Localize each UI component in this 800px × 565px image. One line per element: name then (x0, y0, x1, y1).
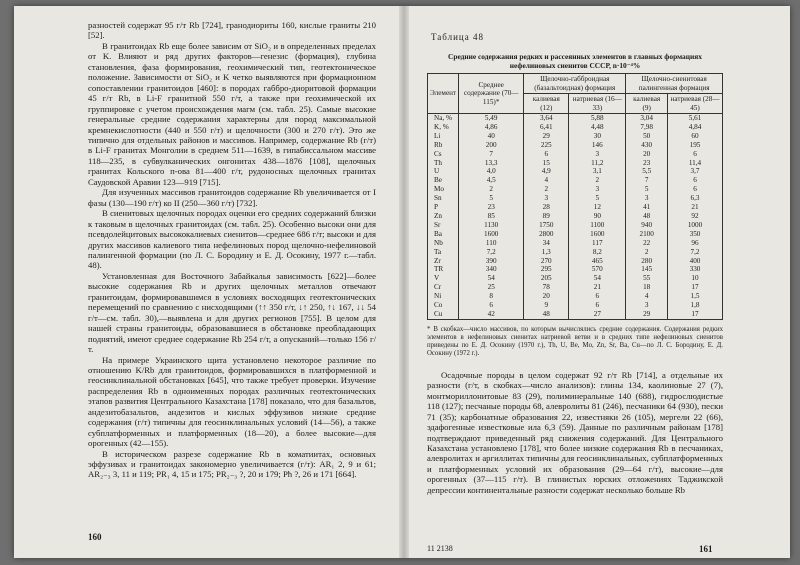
element-cell: Mo (428, 185, 459, 194)
element-cell: Rb (428, 141, 459, 150)
value-cell: 10 (668, 274, 723, 283)
value-cell: 5 (569, 194, 626, 203)
value-cell: 270 (524, 257, 569, 266)
value-cell: 40 (459, 132, 524, 141)
value-cell: 2800 (524, 230, 569, 239)
paragraph: В историческом разрезе содержание Rb в коматиитах, основных эффузивах и гранитоидах закономерно увеличивается (г/т): AR₁ 2, 9 и 61; AR₂₋₃ 3, 11 и 119; PR₁ 4, 15 и 175; PR₂₋₃ ?, 20 и 179; Pħ ?, 26 и 171 [664]. (88, 448, 376, 480)
value-cell: 1,8 (668, 301, 723, 310)
table-row (428, 132, 723, 141)
table-row (428, 176, 723, 185)
element-cell: Co (428, 301, 459, 310)
value-cell: 13,3 (459, 159, 524, 168)
value-cell: 295 (524, 265, 569, 274)
table-row (428, 167, 723, 176)
value-cell: 2100 (626, 230, 668, 239)
value-cell: 400 (668, 257, 723, 266)
value-cell: 5,88 (569, 114, 626, 123)
value-cell: 2 (569, 176, 626, 185)
element-cell: Ni (428, 292, 459, 301)
value-cell: 205 (524, 274, 569, 283)
value-cell: 1,3 (524, 248, 569, 257)
elements-table (427, 73, 723, 320)
value-cell: 3,64 (524, 114, 569, 123)
element-cell: Zn (428, 212, 459, 221)
value-cell: 1600 (459, 230, 524, 239)
element-cell: Ta (428, 248, 459, 257)
header-element: Элемент (428, 74, 459, 114)
value-cell: 18 (626, 283, 668, 292)
value-cell: 3,7 (668, 167, 723, 176)
table-row (428, 239, 723, 248)
table-row (428, 194, 723, 203)
value-cell: 3 (626, 194, 668, 203)
value-cell: 4,84 (668, 123, 723, 132)
table-row (428, 185, 723, 194)
table-row (428, 283, 723, 292)
value-cell: 6,3 (668, 194, 723, 203)
value-cell: 23 (459, 203, 524, 212)
value-cell: 48 (626, 212, 668, 221)
element-cell: Th (428, 159, 459, 168)
table-row (428, 212, 723, 221)
paragraph: Установленная для Восточного Забайкалья зависимость [622]—более высокие содержания Rb и других щелочных металлов отвечают гранитоидам, формировавшимся в условиях восходящих геотектонических перемещений по сравнению с нисходящими (↑↑ 350 г/т, ↓↑ 250, ↑↓ 167, ↓↓ 54 г/т—см. табл. 30),—выявлена и для других регионов [755]. В целом для нашей страны гранитоиды, образовавшиеся в обстановке преобладающих поднятий, имеют среднее содержание Rb 254 г/т, а опусканий—только 156 г/т. (88, 270, 376, 355)
value-cell: 6 (459, 301, 524, 310)
value-cell: 78 (524, 283, 569, 292)
value-cell: 55 (626, 274, 668, 283)
value-cell: 4,48 (569, 123, 626, 132)
header-group-gabbroid: Щелочно-габброидная (базальтоидная) формация (524, 74, 626, 94)
value-cell: 21 (668, 203, 723, 212)
printer-signature: 11 2138 (427, 544, 453, 553)
element-cell: Sn (428, 194, 459, 203)
value-cell: 3,1 (569, 167, 626, 176)
header-syenite-sodic: натриевая (28—45) (668, 94, 723, 114)
value-cell: 1100 (569, 221, 626, 230)
value-cell: 92 (668, 212, 723, 221)
element-cell: Na, % (428, 114, 459, 123)
value-cell: 54 (459, 274, 524, 283)
element-cell: Zr (428, 257, 459, 266)
value-cell: 1750 (524, 221, 569, 230)
value-cell: 2 (459, 185, 524, 194)
paragraph: На примере Украинского щита установлено некоторое различие по отношению K/Rb для гранитоидов, формировавшихся в платформенной и геосинклинальной обстановках [645], что также требует проверки. Изучение распределения Rb в одноименных породах различных геотектонических этапов развития Центрального Казахстана [178] показало, что для базальтов, андезитобазальтов, андезитов и кислых эффузивов низкие средние содержания (г/т) типичны для геосинклинальных условий (14—56), а также субплатформенных и платформенных (18—20), а более высокие—для орогенных (42—155). (88, 354, 376, 449)
value-cell: 25 (459, 283, 524, 292)
value-cell: 390 (459, 257, 524, 266)
element-cell: Cs (428, 150, 459, 159)
element-cell: Nb (428, 239, 459, 248)
value-cell: 20 (626, 150, 668, 159)
value-cell: 11,2 (569, 159, 626, 168)
value-cell: 8 (459, 292, 524, 301)
value-cell: 570 (569, 265, 626, 274)
table-row (428, 265, 723, 274)
value-cell: 29 (524, 132, 569, 141)
value-cell: 6 (668, 185, 723, 194)
value-cell: 29 (626, 310, 668, 319)
page-number: 161 (699, 544, 713, 554)
value-cell: 60 (668, 132, 723, 141)
value-cell: 7,2 (668, 248, 723, 257)
table-row (428, 123, 723, 132)
value-cell: 5,5 (626, 167, 668, 176)
table-row (428, 230, 723, 239)
value-cell: 280 (626, 257, 668, 266)
table-body (428, 114, 723, 320)
value-cell: 350 (668, 230, 723, 239)
paragraph: разностей содержат 95 г/т Rb [724], гранодиориты 160, кислые граниты 210 [52]. (88, 20, 376, 41)
table-row (428, 203, 723, 212)
paragraph: Для изученных массивов гранитоидов содержание Rb увеличивается от I фазы (130—190 г/т) ко II (250—360 г/т) [732]. (88, 187, 376, 208)
value-cell: 4 (626, 292, 668, 301)
left-text-column (88, 20, 376, 480)
value-cell: 12 (569, 203, 626, 212)
value-cell: 8,2 (569, 248, 626, 257)
table-caption: Средние содержания редких и рассеянных элементов в главных формациях нефелиновых сиенитов СССР, n·10⁻⁴% (448, 52, 702, 70)
value-cell: 4,5 (459, 176, 524, 185)
value-cell: 50 (626, 132, 668, 141)
book-gutter (399, 6, 409, 558)
element-cell: Be (428, 176, 459, 185)
value-cell: 2 (524, 185, 569, 194)
page-number: 160 (88, 532, 102, 542)
value-cell: 89 (524, 212, 569, 221)
value-cell: 1600 (569, 230, 626, 239)
value-cell: 5,61 (668, 114, 723, 123)
table-row (428, 159, 723, 168)
value-cell: 11,4 (668, 159, 723, 168)
element-cell: V (428, 274, 459, 283)
value-cell: 465 (569, 257, 626, 266)
table-row (428, 310, 723, 319)
value-cell: 20 (524, 292, 569, 301)
table-row (428, 257, 723, 266)
value-cell: 90 (569, 212, 626, 221)
value-cell: 6,41 (524, 123, 569, 132)
value-cell: 2 (626, 248, 668, 257)
value-cell: 17 (668, 310, 723, 319)
paragraph: В сиенитовых щелочных породах оценки его средних содержаний близки к таковым в щелочных гранитоидах (см. табл. 25). Особенно высоки они для псевдолейцитовых высококалиевых сиенитов—среднее 686 г/т; высоки и для других массивов калиевого типа нефелиновых пород щелочно-нефелиновой палингенной формации (по Л. С. Бородину и Е. Д. Осокину, 1977 г.—табл. 48). (88, 208, 376, 271)
value-cell: 110 (459, 239, 524, 248)
element-cell: Ba (428, 230, 459, 239)
value-cell: 940 (626, 221, 668, 230)
element-cell: Cu (428, 310, 459, 319)
value-cell: 42 (459, 310, 524, 319)
value-cell: 1130 (459, 221, 524, 230)
value-cell: 3 (524, 194, 569, 203)
value-cell: 9 (524, 301, 569, 310)
table-row (428, 114, 723, 123)
value-cell: 22 (626, 239, 668, 248)
value-cell: 96 (668, 239, 723, 248)
value-cell: 195 (668, 141, 723, 150)
element-cell: U (428, 167, 459, 176)
table-row (428, 150, 723, 159)
value-cell: 430 (626, 141, 668, 150)
value-cell: 3 (626, 301, 668, 310)
value-cell: 117 (569, 239, 626, 248)
value-cell: 6 (668, 176, 723, 185)
value-cell: 4,9 (524, 167, 569, 176)
value-cell: 27 (569, 310, 626, 319)
table-label: Таблица 48 (431, 32, 484, 42)
value-cell: 200 (459, 141, 524, 150)
value-cell: 15 (524, 159, 569, 168)
header-average: Среднее содержание (70—115)* (459, 74, 524, 114)
element-cell: TR (428, 265, 459, 274)
value-cell: 4,0 (459, 167, 524, 176)
value-cell: 41 (626, 203, 668, 212)
value-cell: 23 (626, 159, 668, 168)
value-cell: 340 (459, 265, 524, 274)
table-row (428, 301, 723, 310)
value-cell: 6 (668, 150, 723, 159)
value-cell: 1,5 (668, 292, 723, 301)
header-gabbroid-sodic: натриевая (16—33) (569, 94, 626, 114)
value-cell: 17 (668, 283, 723, 292)
value-cell: 54 (569, 274, 626, 283)
value-cell: 3 (569, 185, 626, 194)
value-cell: 85 (459, 212, 524, 221)
value-cell: 34 (524, 239, 569, 248)
value-cell: 21 (569, 283, 626, 292)
paragraph: В гранитоидах Rb еще более зависим от SiO₂ и в определенных пределах от K. Влияют и ряд других факторов—генезис (формация), глубина становления, фаза формирования, геохимический тип, геотектоническое положение. Зависимости от SiO₂ и K четко выявляются при формационном сопоставлении гранитоидов [460]: в породах габбро-диоритовой формации 45 г/т Rb, в Li-F гранитной 550 г/т, а также при геохимической их группировке с учетом происхождения магм (см. табл. 25). Самые высокие генеральные средние содержания характерны для пород максимальной кремнекислотности (440 и 550 г/т) и щелочности (300 и 270 г/т). Это же типично для отдельных районов и массивов. Например, содержание Rb (г/т) в Li-F гранитах Монголии в среднем 511—1639, в гипабиссальном массиве 118—235, в субвулканических онгонитах 438—1876 [108], щелочных гранитах Кольского п-ова 81—400 г/т, рудоносных щелочных гранитах Саудовской Аравии 123—919 [715]. (88, 40, 376, 187)
element-cell: P (428, 203, 459, 212)
table-row (428, 141, 723, 150)
value-cell: 146 (569, 141, 626, 150)
value-cell: 30 (569, 132, 626, 141)
value-cell: 7 (459, 150, 524, 159)
value-cell: 225 (524, 141, 569, 150)
header-group-syenite: Щелочно-сиенитовая палингенная формация (626, 74, 723, 94)
value-cell: 6 (524, 150, 569, 159)
table-footnote: * В скобках—число массивов, по которым вычислялись средние содержания. Содержания редких элементов в нефелиновых сиенитах натриевой ветви и в средних типе нефелиновых сиенитов приведены по Е. Д. Осокину (1970 г.), Th, U, Be, Mo, Zn, Sr, Ba, Cu—по Л. С. Бородину, Е. Д. Осокину (1972 г.). (427, 325, 723, 357)
value-cell: 4 (524, 176, 569, 185)
header-gabbroid-potassic: калиевая (12) (524, 94, 569, 114)
value-cell: 6 (569, 301, 626, 310)
value-cell: 3 (569, 150, 626, 159)
book-spread (14, 6, 790, 558)
value-cell: 48 (524, 310, 569, 319)
value-cell: 145 (626, 265, 668, 274)
value-cell: 7 (626, 176, 668, 185)
value-cell: 3,04 (626, 114, 668, 123)
element-cell: Li (428, 132, 459, 141)
value-cell: 28 (524, 203, 569, 212)
value-cell: 5 (459, 194, 524, 203)
value-cell: 1000 (668, 221, 723, 230)
value-cell: 6 (569, 292, 626, 301)
table-row (428, 248, 723, 257)
table-row (428, 221, 723, 230)
header-syenite-potassic: калиевая (9) (626, 94, 668, 114)
value-cell: 7,98 (626, 123, 668, 132)
value-cell: 5,49 (459, 114, 524, 123)
element-cell: Cr (428, 283, 459, 292)
value-cell: 5 (626, 185, 668, 194)
element-cell: K, % (428, 123, 459, 132)
table-row (428, 274, 723, 283)
value-cell: 4,86 (459, 123, 524, 132)
value-cell: 330 (668, 265, 723, 274)
right-text-column (427, 32, 723, 495)
table-row (428, 292, 723, 301)
element-cell: Sr (428, 221, 459, 230)
value-cell: 7,2 (459, 248, 524, 257)
paragraph: Осадочные породы в целом содержат 92 г/т Rb [714], а отдельные их разности (г/т, в скобках—число анализов): глины 134, каолиновые 27 (7), монтмориллонитовые 83 (29), полиминеральные 140 (688), гидрослюдистые 118 (127); песчаные породы 68, алевролиты 81 (246), песчаники 64 (930), пески 71 (35); карбонатные образования 22, известняки 26 (105), мергели 22 (66), эдафогенные известковые ила 6,3 (59). Данные по различным районам [178] подтверждают приведенный ряд снижения содержаний. Для Центрального Казахстана установлено [178], что более низкие содержания Rb в песчаниках, алевролитах и аргиллитах типичны для геосинклинальных, субплатформенных и платформенных условий их образования (29—64 г/т), высокие—для орогенных (37—115 г/т). В глинистых юрских отложениях Таджикской депрессии континентальные разности содержат несколько больше Rb (427, 369, 723, 495)
